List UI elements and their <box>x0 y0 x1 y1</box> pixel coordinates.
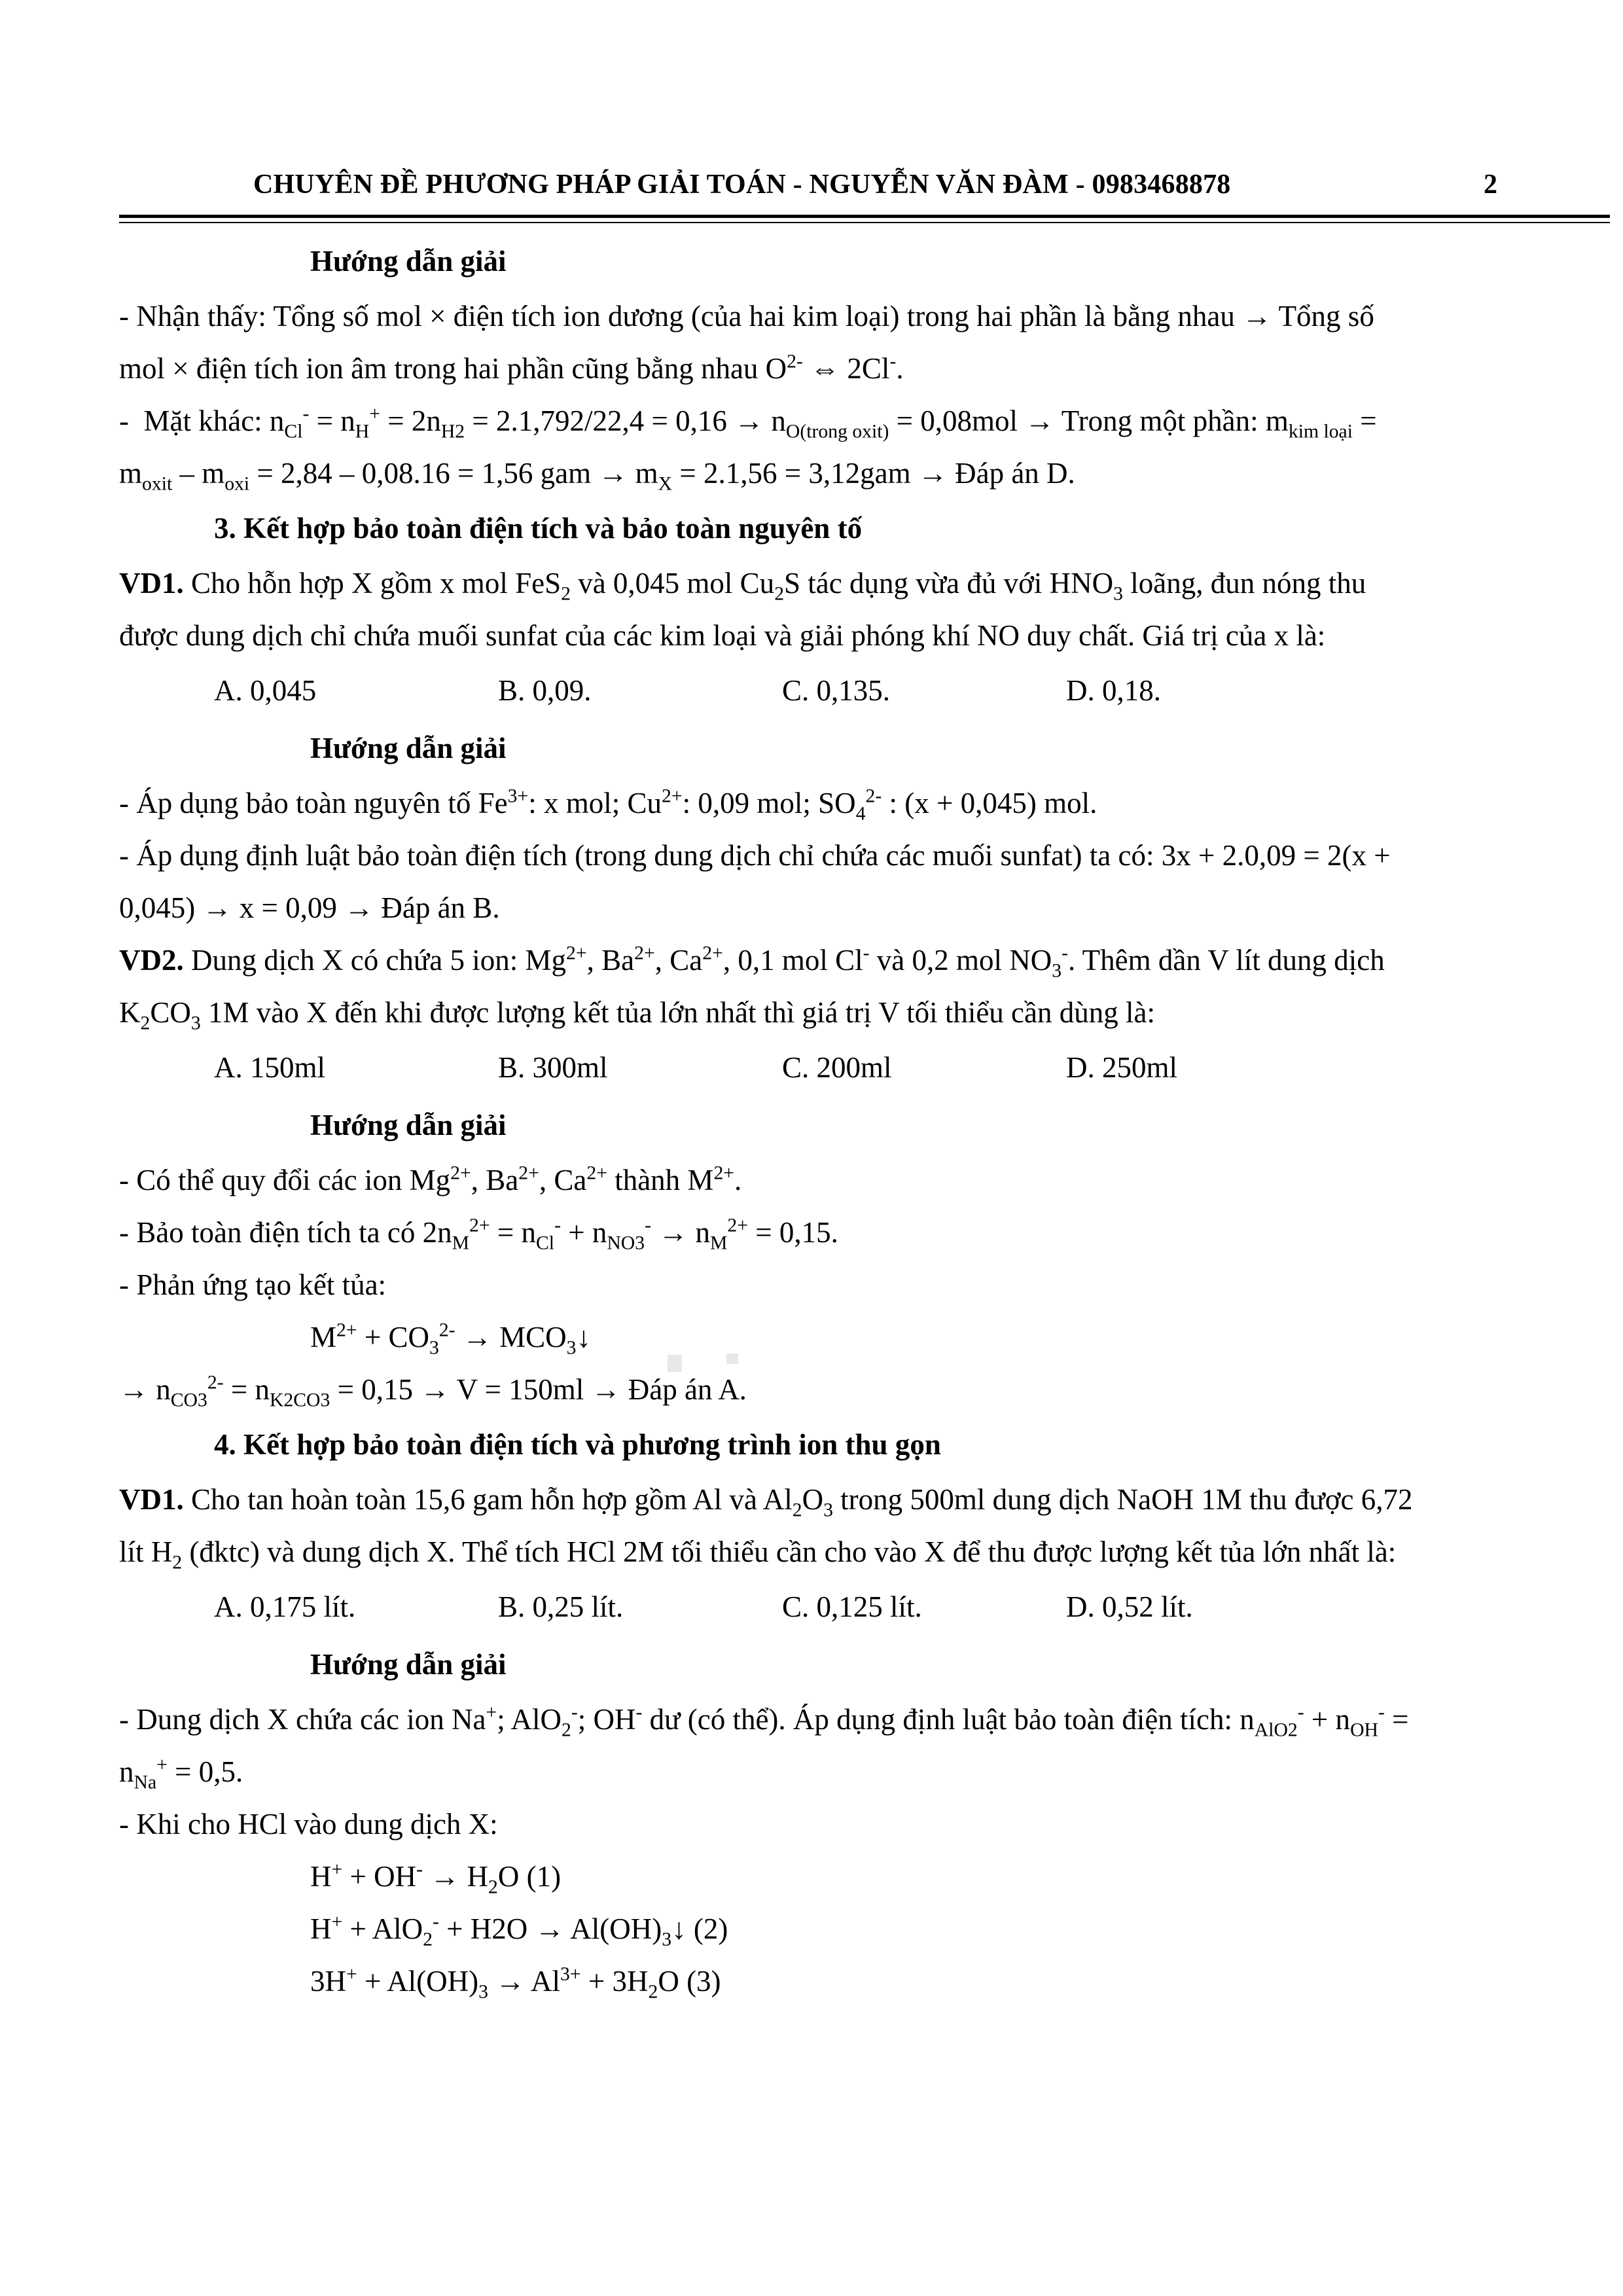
paragraph: - Nhận thấy: Tổng số mol × điện tích ion dương (của hai kim loại) trong hai phần là bằng nhau → Tổng số <box>119 300 1374 332</box>
section-heading: 3. Kết hợp bảo toàn điện tích và bảo toàn nguyên tố <box>214 512 863 545</box>
option-d: D. 250ml <box>1066 1051 1178 1084</box>
guide-heading: Hướng dẫn giải <box>310 1109 507 1141</box>
question: lít $H_2$ (đktc) và dung dịch X. Thể tích HCl 2M tối thiểu cần cho vào X để thu được lượng kết tủa lớn nhất là: <box>119 1535 1397 1573</box>
equation: $H^+ + OH^- \to H_2O$ (1) <box>310 1859 562 1898</box>
paragraph: → $n_{CO3}^{2-} = n_{K2CO3} = 0,15 \to V = 150ml$ → Đáp án A. <box>119 1372 747 1411</box>
option-b: B. 0,25 lít. <box>498 1590 624 1623</box>
guide-heading: Hướng dẫn giải <box>310 245 507 278</box>
option-a: A. 0,045 <box>214 674 317 707</box>
equation: $H^+ + AlO_2^- + H2O \to Al(OH)_3↓$ (2) <box>310 1911 728 1950</box>
question: được dung dịch chỉ chứa muối sunfat của các kim loại và giải phóng khí NO duy chất. Giá trị của x là: <box>119 619 1326 652</box>
page-header <box>119 169 1504 211</box>
header-rule-thick <box>119 215 1610 218</box>
option-c: C. 200ml <box>782 1051 892 1084</box>
paragraph: 0,045) → x = 0,09 → Đáp án B. <box>119 891 500 924</box>
question: VD2. Dung dịch X có chứa 5 ion: $Mg^{2+}$, $Ba^{2+}$, $Ca^{2+}$, 0,1 mol Cl- và 0,2 mol $NO_3^-$. Thêm dần V lít dung dịch <box>119 942 1385 982</box>
paragraph: - Áp dụng định luật bảo toàn điện tích (trong dung dịch chỉ chứa các muối sunfat) ta có: 3x + 2.0,09 = 2(x + <box>119 839 1391 872</box>
question: VD1. Cho tan hoàn toàn 15,6 gam hỗn hợp gồm Al và $Al_2O_3$ trong 500ml dung dịch NaOH 1M thu được 6,72 <box>119 1483 1413 1521</box>
option-d: D. 0,18. <box>1066 674 1161 707</box>
header-title: CHUYÊN ĐỀ PHƯƠNG PHÁP GIẢI TOÁN - NGUYỄN VĂN ĐÀM - 0983468878 <box>253 170 1231 200</box>
guide-heading: Hướng dẫn giải <box>310 1648 507 1681</box>
question: VD1. Cho hỗn hợp X gồm x mol FeS$_2$ và 0,045 mol $Cu_2S$ tác dụng vừa đủ với $HNO_3$ loãng, đun nóng thu <box>119 567 1366 605</box>
document-body <box>119 232 1522 2007</box>
paragraph: - Bảo toàn điện tích ta có $2n_M^{2+} = n_{Cl}^- + n_{NO3}^- \to n_M^{2+} = 0,15$. <box>119 1215 838 1254</box>
option-d: D. 0,52 lít. <box>1066 1590 1193 1623</box>
paragraph: - Dung dịch X chứa các ion Na+; AlO$_2$-; OH- dư (có thể). Áp dụng định luật bảo toàn điện tích: $n_{AlO2}^- + n_{OH}^-$ = <box>119 1702 1409 1741</box>
paragraph: - Khi cho HCl vào dung dịch X: <box>119 1808 498 1840</box>
option-b: B. 0,09. <box>498 674 592 707</box>
answer-options <box>119 662 1522 719</box>
section-heading: 4. Kết hợp bảo toàn điện tích và phương trình ion thu gọn <box>214 1428 941 1461</box>
guide-heading: Hướng dẫn giải <box>310 732 507 764</box>
paragraph: - Áp dụng bảo toàn nguyên tố $Fe^{3+}$: x mol; $Cu^{2+}$: 0,09 mol; $SO_4^{2-}$ : (x + 0,045) mol. <box>119 785 1097 825</box>
paragraph: $n_{Na}^+ = 0,5$. <box>119 1754 243 1793</box>
paragraph: $m_{oxit} - m_{oxi} = 2,84 - 0,08.16 = 1,56$ gam → $m_X = 2.1,56 = 3,12gam$ → Đáp án D. <box>119 457 1075 495</box>
answer-options <box>119 1578 1522 1636</box>
option-b: B. 300ml <box>498 1051 608 1084</box>
question: $K_2CO_3$ 1M vào X đến khi được lượng kết tủa lớn nhất thì giá trị V tối thiểu cần dùng là: <box>119 996 1155 1034</box>
option-c: C. 0,135. <box>782 674 891 707</box>
paragraph: - Có thể quy đổi các ion $Mg^{2+}$, $Ba^{2+}$, $Ca^{2+}$ thành $M^{2+}$. <box>119 1162 742 1196</box>
paragraph: mol × điện tích ion âm trong hai phần cũng bằng nhau $O^{2-}$ ⇔ 2Cl-. <box>119 351 904 385</box>
page-number: 2 <box>1484 170 1497 200</box>
header-rule-thin <box>119 222 1610 223</box>
option-a: A. 150ml <box>214 1051 326 1084</box>
option-a: A. 0,175 lít. <box>214 1590 356 1623</box>
paragraph: - Phản ứng tạo kết tủa: <box>119 1268 387 1301</box>
paragraph: - Mặt khác: $n_{Cl}^- = n_H^+ = 2n_{H2} = 2.1,792/22,4 = 0,16 \to n_{O(trong oxit)} = 0,08mol$ → Trong một phần: $m_{kim loại}$ = <box>119 403 1377 442</box>
option-c: C. 0,125 lít. <box>782 1590 922 1623</box>
answer-options <box>119 1039 1522 1096</box>
equation: $3H^+ + Al(OH)_3 \to Al^{3+} + 3H_2O$ (3) <box>310 1964 721 2003</box>
equation: $M^{2+} + CO_3^{2-}$ → $MCO_3↓$ <box>310 1319 591 1359</box>
